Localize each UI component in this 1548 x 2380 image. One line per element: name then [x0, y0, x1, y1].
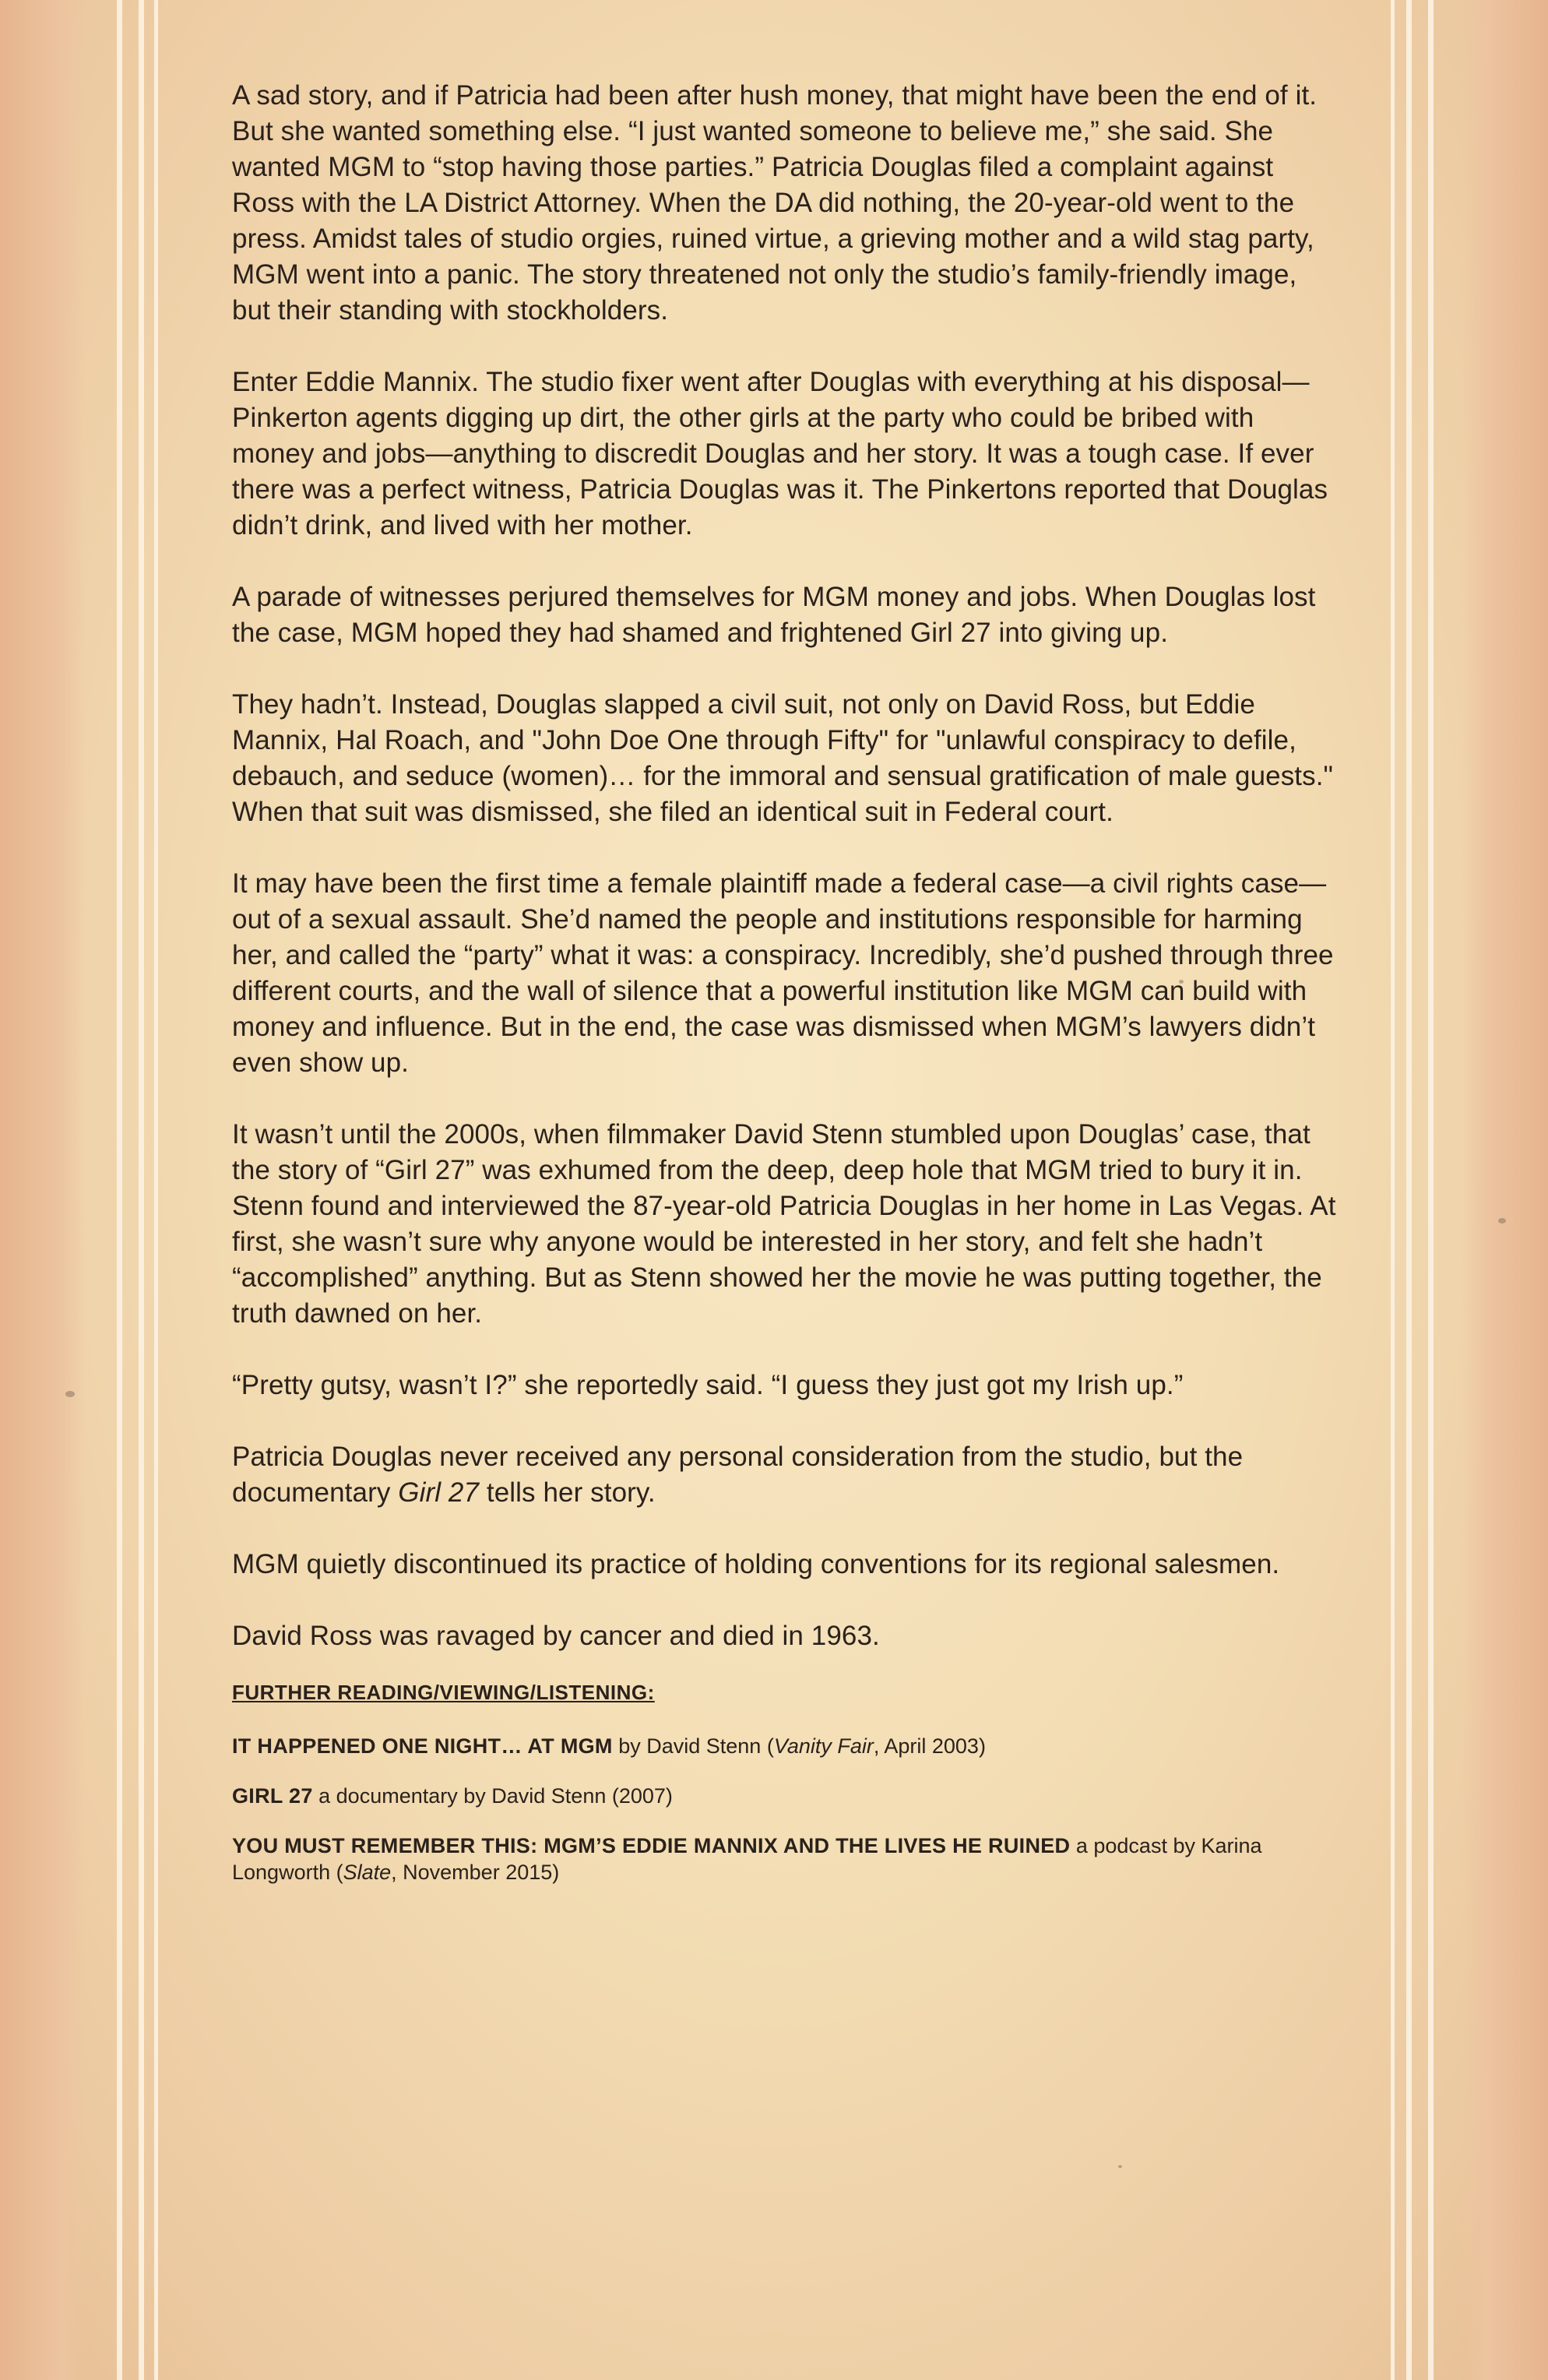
right-border-stripe	[1406, 0, 1412, 2380]
paragraph: It wasn’t until the 2000s, when filmmaker David Stenn stumbled upon Douglas’ case, that the story of “Girl 27” was exhumed from the deep, deep hole that MGM tried to bury it in. Stenn found and interviewed the 87-year-old Patricia Douglas in her home in Las Vegas. At first, she wasn’t sure why anyone would be interested in her story, and felt she hadn’t “accomplished” anything. But as Stenn showed her the movie he was putting together, the truth dawned on her.	[232, 1119, 1336, 1329]
reference-source: Vanity Fair	[773, 1734, 874, 1758]
reference-item: IT HAPPENED ONE NIGHT… AT MGM by David Stenn (Vanity Fair, April 2003)	[232, 1734, 986, 1758]
paper-speck	[65, 1391, 75, 1397]
paragraph: A sad story, and if Patricia had been after hush money, that might have been the end of it. But she wanted something else. “I just wanted someone to believe me,” she said. She wanted MGM to “stop having those parties.” Patricia Douglas filed a complaint against Ross with the LA District Attorney. When the DA did nothing, the 20-year-old went to the press. Amidst tales of studio orgies, ruined virtue, a grieving mother and a wild stag party, MGM went into a panic. The story threatened not only the studio’s family-friendly image, but their standing with stockholders.	[232, 80, 1318, 326]
article-body	[232, 78, 1338, 1909]
left-border-stripe	[117, 0, 122, 2380]
paper-speck	[1498, 1218, 1506, 1223]
paragraph: David Ross was ravaged by cancer and died in 1963.	[232, 1621, 880, 1651]
further-reading-heading: FURTHER READING/VIEWING/LISTENING:	[232, 1681, 655, 1704]
quote-paragraph: “Pretty gutsy, wasn’t I?” she reportedly said. “I guess they just got my Irish up.”	[232, 1370, 1184, 1400]
right-border-stripe	[1391, 0, 1395, 2380]
paragraph: They hadn’t. Instead, Douglas slapped a civil suit, not only on David Ross, but Eddie Mannix, Hal Roach, and "John Doe One through Fifty" for "unlawful conspiracy to defile, debauch, and seduce (women)… for the immoral and sensual gratification of male guests." When that suit was dismissed, she filed an identical suit in Federal court.	[232, 689, 1334, 827]
right-border-stripe	[1428, 0, 1434, 2380]
documentary-paragraph: Patricia Douglas never received any personal consideration from the studio, but the documentary Girl 27 tells her story.	[232, 1442, 1244, 1508]
left-border-stripe	[139, 0, 144, 2380]
left-border-tint	[0, 0, 86, 2380]
paragraph: MGM quietly discontinued its practice of holding conventions for its regional salesmen.	[232, 1549, 1280, 1579]
right-border-tint	[1462, 0, 1548, 2380]
paragraph: A parade of witnesses perjured themselves for MGM money and jobs. When Douglas lost the case, MGM hoped they had shamed and frightened Girl 27 into giving up.	[232, 582, 1316, 648]
reference-title: GIRL 27	[232, 1784, 313, 1808]
reference-title: YOU MUST REMEMBER THIS: MGM’S EDDIE MANNIX AND THE LIVES HE RUINED	[232, 1834, 1071, 1857]
reference-source: Slate	[343, 1861, 392, 1884]
paragraph: Enter Eddie Mannix. The studio fixer went after Douglas with everything at his disposal—Pinkerton agents digging up dirt, the other girls at the party who could be bribed with money and jobs—anything to discredit Douglas and her story. It was a tough case. If ever there was a perfect witness, Patricia Douglas was it. The Pinkertons reported that Douglas didn’t drink, and lived with her mother.	[232, 367, 1328, 540]
paragraph: It may have been the first time a female plaintiff made a federal case—a civil rights case—out of a sexual assault. She’d named the people and institutions responsible for harming her, and called the “party” what it was: a conspiracy. Incredibly, she’d pushed through three different courts, and the wall of silence that a powerful institution like MGM can build with money and influence. But in the end, the case was dismissed when MGM’s lawyers didn’t even show up.	[232, 868, 1334, 1078]
left-border-stripe	[154, 0, 158, 2380]
reference-item: GIRL 27 a documentary by David Stenn (2007)	[232, 1784, 673, 1808]
paper-speck	[1118, 2165, 1122, 2168]
reference-title: IT HAPPENED ONE NIGHT… AT MGM	[232, 1734, 613, 1758]
documentary-title: Girl 27	[398, 1477, 480, 1508]
reference-item: YOU MUST REMEMBER THIS: MGM’S EDDIE MANNIX AND THE LIVES HE RUINED a podcast by Karina Longworth (Slate, November 2015)	[232, 1834, 1262, 1884]
